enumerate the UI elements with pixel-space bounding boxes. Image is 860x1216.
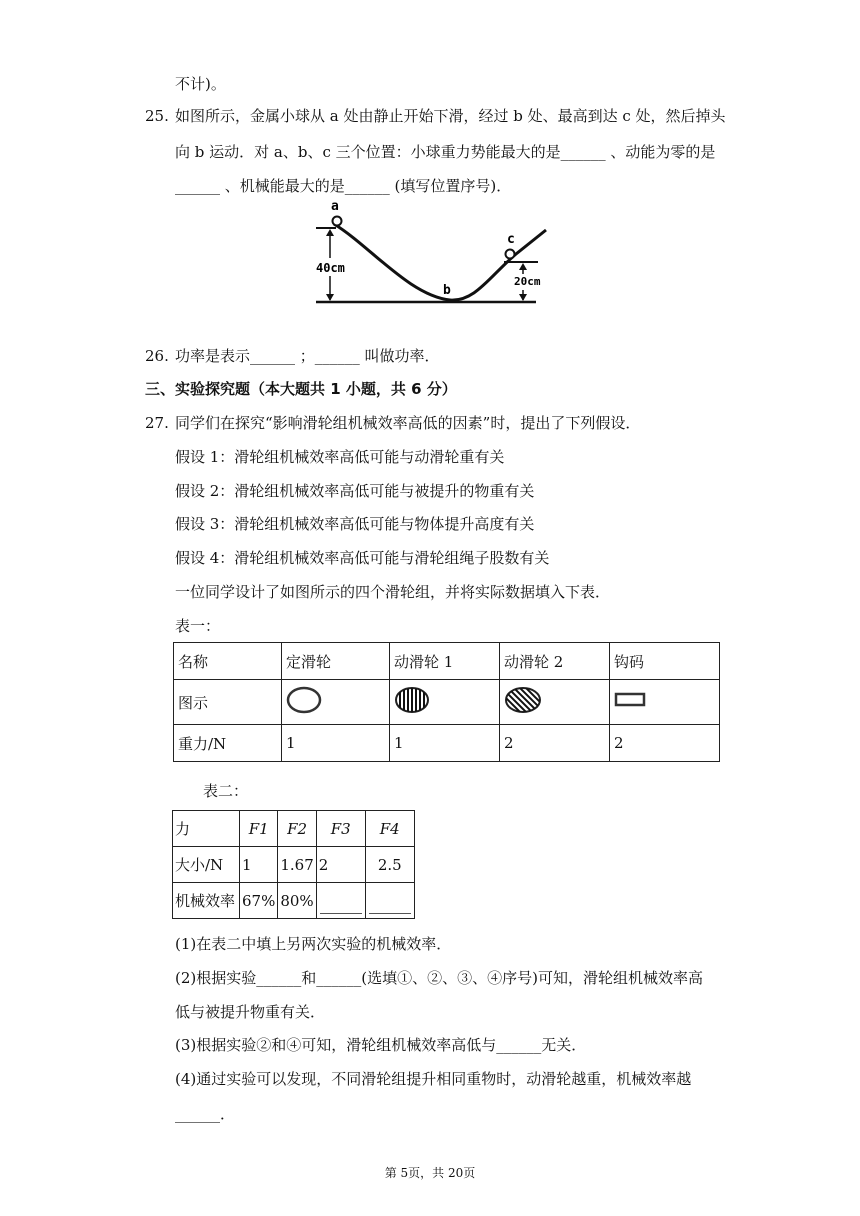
table-1-cell: 重力/N <box>174 725 282 762</box>
force-label: F1 <box>248 819 269 838</box>
ball-c-icon <box>506 250 515 259</box>
table-2-efficiency-row <box>173 883 415 919</box>
movable-pulley-2-icon <box>504 686 542 714</box>
question-27-number: 27. <box>145 414 169 432</box>
section-3-heading: 三、实验探究题（本大题共 1 小题，共 6 分） <box>145 380 457 398</box>
sub-question-3: (3)根据实验②和④可知，滑轮组机械效率高低与______无关． <box>175 1036 587 1054</box>
table-1-row-name <box>174 643 720 680</box>
table-1-cell <box>610 680 720 725</box>
question-25-line-1: 如图所示，金属小球从 a 处由静止开始下滑，经过 b 处、最高到达 c 处，然后掉头 <box>175 107 726 125</box>
label-c: c <box>507 232 515 247</box>
table-2-cell: 1.67 <box>278 847 316 883</box>
question-25-line-2: 向 b 运动．对 a、b、c 三个位置：小球重力势能最大的是______ 、动能为零的是 <box>175 143 716 161</box>
hypothesis-4: 假设 4：滑轮组机械效率高低可能与滑轮组绳子股数有关 <box>175 549 550 567</box>
table-1-cell: 2 <box>610 725 720 762</box>
table-2-cell: 2.5 <box>365 847 414 883</box>
table-2-cell: 67% <box>240 883 278 919</box>
sub-question-4-line-1: (4)通过实验可以发现，不同滑轮组提升相同重物时，动滑轮越重，机械效率越 <box>175 1070 692 1088</box>
table-2-cell <box>278 811 316 847</box>
ball-a-icon <box>333 217 342 226</box>
sub-question-2-line-1: (2)根据实验______和______(选填①、②、③、④序号)可知，滑轮组机械效率高 <box>175 969 703 987</box>
table-1-row-weight <box>174 725 720 762</box>
question-25-line-3: ______ 、机械能最大的是______ (填写位置序号)． <box>175 177 512 195</box>
hypothesis-1: 假设 1：滑轮组机械效率高低可能与动滑轮重有关 <box>175 448 505 466</box>
sub-question-2-line-2: 低与被提升物重有关． <box>175 1003 326 1021</box>
table-2-size-row <box>173 847 415 883</box>
table-2-header-row <box>173 811 415 847</box>
hook-weight-icon <box>614 691 646 709</box>
label-40cm: 40cm <box>316 261 345 275</box>
table-2-cell: 80% <box>278 883 316 919</box>
hypothesis-2: 假设 2：滑轮组机械效率高低可能与被提升的物重有关 <box>175 482 535 500</box>
label-a: a <box>331 199 339 214</box>
table-2 <box>172 810 415 919</box>
table-2-cell: 大小/N <box>173 847 240 883</box>
table-1-cell: 1 <box>282 725 390 762</box>
force-label: F4 <box>379 819 400 838</box>
question-26-text: 功率是表示______ ；______ 叫做功率． <box>175 347 440 365</box>
table-1-cell: 2 <box>500 725 610 762</box>
table-1-cell: 定滑轮 <box>282 643 390 680</box>
force-label: F2 <box>287 819 308 838</box>
table-2-cell: 力 <box>173 811 240 847</box>
table-2-cell: 机械效率 <box>173 883 240 919</box>
table-1-cell: 名称 <box>174 643 282 680</box>
table-2-cell: 2 <box>316 847 365 883</box>
movable-pulley-1-icon <box>394 686 430 714</box>
page-footer: 第 5页，共 20页 <box>384 1166 476 1180</box>
question-26-number: 26. <box>145 347 169 365</box>
efficiency-blank-f3[interactable] <box>316 883 365 919</box>
efficiency-blank-f4[interactable] <box>365 883 414 919</box>
table-1 <box>173 642 720 762</box>
sub-question-1: (1)在表二中填上另两次实验的机械效率． <box>175 935 452 953</box>
table-1-cell <box>390 680 500 725</box>
table-2-cell <box>240 811 278 847</box>
label-b: b <box>443 283 451 298</box>
sub-question-4-line-2: ______． <box>175 1105 236 1123</box>
table-1-cell <box>282 680 390 725</box>
fixed-pulley-icon <box>286 686 322 714</box>
table-2-cell <box>316 811 365 847</box>
slope-diagram <box>310 196 550 312</box>
table-2-caption: 表二： <box>203 782 249 800</box>
label-20cm: 20cm <box>514 275 541 288</box>
table-2-cell <box>365 811 414 847</box>
table-1-cell: 动滑轮 2 <box>500 643 610 680</box>
table-1-cell: 钩码 <box>610 643 720 680</box>
hypothesis-3: 假设 3：滑轮组机械效率高低可能与物体提升高度有关 <box>175 515 535 533</box>
table-1-cell: 动滑轮 1 <box>390 643 500 680</box>
table-1-caption: 表一： <box>175 617 221 635</box>
continued-text: 不计)。 <box>175 75 226 93</box>
table-1-row-icon <box>174 680 720 725</box>
table-1-cell <box>500 680 610 725</box>
question-25-number: 25. <box>145 107 169 125</box>
table-1-cell: 1 <box>390 725 500 762</box>
force-label: F3 <box>330 819 351 838</box>
question-27-intro: 同学们在探究“影响滑轮组机械效率高低的因素”时，提出了下列假设． <box>175 414 641 432</box>
table-2-cell: 1 <box>240 847 278 883</box>
table-1-cell: 图示 <box>174 680 282 725</box>
question-27-design: 一位同学设计了如图所示的四个滑轮组，并将实际数据填入下表． <box>175 583 611 601</box>
